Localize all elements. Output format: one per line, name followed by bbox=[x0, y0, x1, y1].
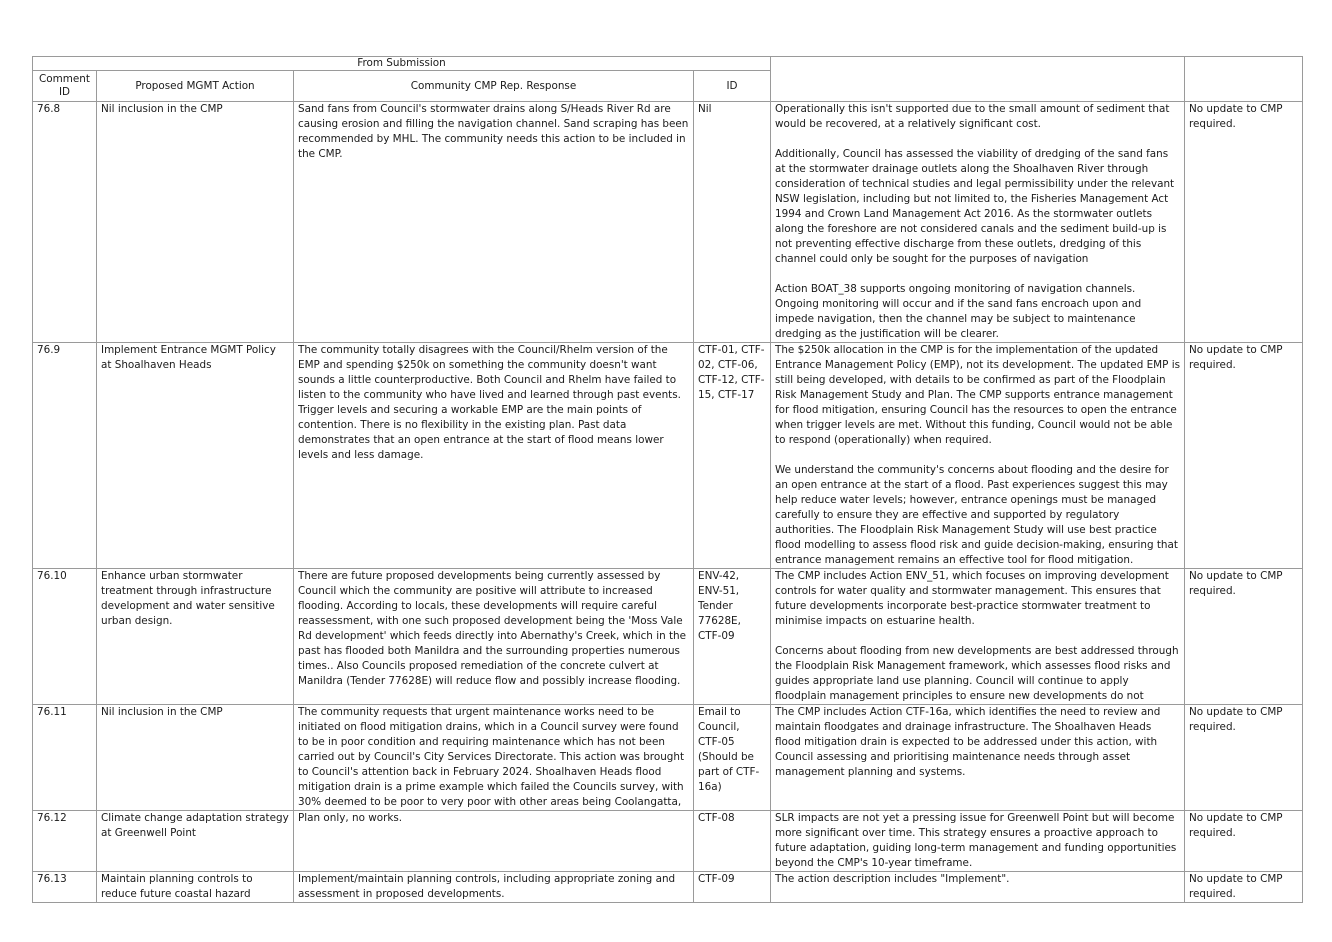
community-response-cell: Sand fans from Council's stormwater drains along S/Heads River Rd are causing erosion and filling the navigation channel. Sand scraping has been recommended by MHL. The community needs this action to be included in the CMP. bbox=[294, 102, 694, 343]
comment-id-cell: 76.10 bbox=[33, 569, 97, 705]
community-response-cell: Implement/maintain planning controls, including appropriate zoning and assessment in proposed developments. bbox=[294, 872, 694, 903]
status-cell: No update to CMP required. bbox=[1185, 569, 1303, 705]
response-cell bbox=[771, 343, 1185, 569]
community-response-cell: There are future proposed developments being currently assessed by Council which the community are positive will attribute to increased flooding. According to locals, these developments will require careful reassessment, with one such proposed development being the 'Moss Vale Rd development' which feeds directly into Abernathy's Creek, which in the past has flooded both Manildra and the surrounding properties numerous times.. Also Councils proposed remediation of the concrete culvert at Manildra (Tender 77628E) will reduce flow and possibly increase flooding. bbox=[294, 569, 694, 705]
comment-id-header: Comment ID bbox=[33, 71, 97, 102]
id-cell: ENV-42, ENV-51, Tender 77628E, CTF-09 bbox=[694, 569, 771, 705]
community-response-cell: The community totally disagrees with the Council/Rhelm version of the EMP and spending $250k on something the community doesn't want sounds a little counterproductive. Both Council and Rhelm have failed to listen to the community who have lived and learned through past events. Trigger levels and securing a workable EMP are the main points of contention. There is no flexibility in the existing plan. Past data demonstrates that an open entrance at the start of flood means lower levels and less damage. bbox=[294, 343, 694, 569]
comment-id-cell: 76.13 bbox=[33, 872, 97, 903]
status-cell: No update to CMP required. bbox=[1185, 811, 1303, 872]
response-paragraph: Action BOAT_38 supports ongoing monitoring of navigation channels. Ongoing monitoring will occur and if the sand fans encroach upon and impede navigation, then the channel may be subject to maintenance dredging as the justification will be clearer. bbox=[775, 283, 1142, 340]
response-header: Response bbox=[771, 57, 1185, 102]
id-cell: CTF-09 bbox=[694, 872, 771, 903]
proposed-action-cell: Implement Entrance MGMT Policy at Shoalhaven Heads bbox=[97, 343, 294, 569]
proposed-action-cell: Nil inclusion in the CMP bbox=[97, 705, 294, 811]
proposed-action-cell: Climate change adaptation strategy at Greenwell Point bbox=[97, 811, 294, 872]
table-row bbox=[33, 343, 1303, 569]
table-row bbox=[33, 872, 1303, 903]
response-paragraph: Concerns about flooding from new developments are best addressed through the Floodplain Risk Management framework, which assesses flood risks and guides appropriate land use planning. Council will continue to apply floodplain management principles to ensure new developments do not bbox=[775, 645, 1179, 702]
response-paragraph: The CMP includes Action ENV_51, which focuses on improving development controls for water quality and stormwater management. This ensures that future developments incorporate best-practice stormwater treatment to minimise impacts on estuarine health. bbox=[775, 570, 1169, 627]
table-row bbox=[33, 705, 1303, 811]
proposed-action-cell: Maintain planning controls to reduce future coastal hazard bbox=[97, 872, 294, 903]
status-cell: No update to CMP required. bbox=[1185, 102, 1303, 343]
table-row bbox=[33, 102, 1303, 343]
comment-id-cell: 76.12 bbox=[33, 811, 97, 872]
response-paragraph: The $250k allocation in the CMP is for the implementation of the updated Entrance Management Policy (EMP), not its development. The updated EMP is still being developed, with details to be confirmed as part of the Floodplain Risk Management Study and Plan. The CMP supports entrance management for flood mitigation, ensuring Council has the resources to open the entrance when trigger levels are met. Without this funding, Council would not be able to respond (operationally) when required. bbox=[775, 344, 1180, 446]
id-cell: CTF-08 bbox=[694, 811, 771, 872]
id-cell: Nil bbox=[694, 102, 771, 343]
status-cell: No update to CMP required. bbox=[1185, 343, 1303, 569]
community-response-cell: Plan only, no works. bbox=[294, 811, 694, 872]
response-cell bbox=[771, 872, 1185, 903]
comment-id-cell: 76.8 bbox=[33, 102, 97, 343]
response-paragraph: SLR impacts are not yet a pressing issue for Greenwell Point but will become more significant over time. This strategy ensures a proactive approach to future adaptation, guiding long-term management and funding opportunities beyond the CMP's 10-year timeframe. bbox=[775, 812, 1177, 869]
response-cell bbox=[771, 102, 1185, 343]
proposed-action-header: Proposed MGMT Action bbox=[97, 71, 294, 102]
status-cell: No update to CMP required. bbox=[1185, 872, 1303, 903]
status-cell: No update to CMP required. bbox=[1185, 705, 1303, 811]
comment-id-cell: 76.11 bbox=[33, 705, 97, 811]
response-cell bbox=[771, 705, 1185, 811]
report-update-status-header: Report Update Status bbox=[1185, 57, 1303, 102]
response-cell bbox=[771, 811, 1185, 872]
comment-id-cell: 76.9 bbox=[33, 343, 97, 569]
table-row bbox=[33, 569, 1303, 705]
response-paragraph: Additionally, Council has assessed the viability of dredging of the sand fans at the stormwater drainage outlets along the Shoalhaven River through consideration of technical studies and legal permissibility under the relevant NSW legislation, including but not limited to, the Fisheries Management Act 1994 and Crown Land Management Act 2016. As the stormwater outlets along the foreshore are not considered canals and the sediment build-up is not preventing effective discharge from these outlets, dredging of this channel could only be sought for the purposes of navigation bbox=[775, 148, 1175, 265]
response-paragraph: Operationally this isn't supported due to the small amount of sediment that would be recovered, at a relatively significant cost. bbox=[775, 103, 1170, 130]
table-row bbox=[33, 811, 1303, 872]
community-response-header: Community CMP Rep. Response bbox=[294, 71, 694, 102]
from-submission-header: From Submission bbox=[33, 57, 771, 71]
proposed-action-cell: Nil inclusion in the CMP bbox=[97, 102, 294, 343]
id-header: ID bbox=[694, 71, 771, 102]
id-cell: CTF-01, CTF-02, CTF-06, CTF-12, CTF-15, CTF-17 bbox=[694, 343, 771, 569]
response-paragraph: The action description includes "Implement". bbox=[775, 873, 1010, 885]
response-paragraph: The CMP includes Action CTF-16a, which identifies the need to review and maintain floodgates and drainage infrastructure. The Shoalhaven Heads flood mitigation drain is expected to be addressed under this action, with Council assessing and prioritising maintenance needs through asset management planning and systems. bbox=[775, 706, 1161, 778]
response-cell bbox=[771, 569, 1185, 705]
response-paragraph: We understand the community's concerns about flooding and the desire for an open entrance at the start of a flood. Past experiences suggest this may help reduce water levels; however, entrance openings must be managed carefully to ensure they are effective and supported by regulatory authorities. The Floodplain Risk Management Study will use best practice flood modelling to assess flood risk and guide decision-making, ensuring that entrance management remains an effective tool for flood mitigation. bbox=[775, 464, 1178, 566]
id-cell: Email to Council, CTF-05 (Should be part of CTF-16a) bbox=[694, 705, 771, 811]
community-response-cell: The community requests that urgent maintenance works need to be initiated on flood mitigation drains, which in a Council survey were found to be in poor condition and requiring maintenance which has not been carried out by Council's City Services Directorate. This action was brought to Council's attention back in February 2024. Shoalhaven Heads flood mitigation drain is a prime example which failed the Councils survey, with 30% deemed to be poor to very poor with other areas being Coolangatta, bbox=[294, 705, 694, 811]
proposed-action-cell: Enhance urban stormwater treatment through infrastructure development and water sensitive urban design. bbox=[97, 569, 294, 705]
submission-response-table bbox=[32, 56, 1303, 903]
